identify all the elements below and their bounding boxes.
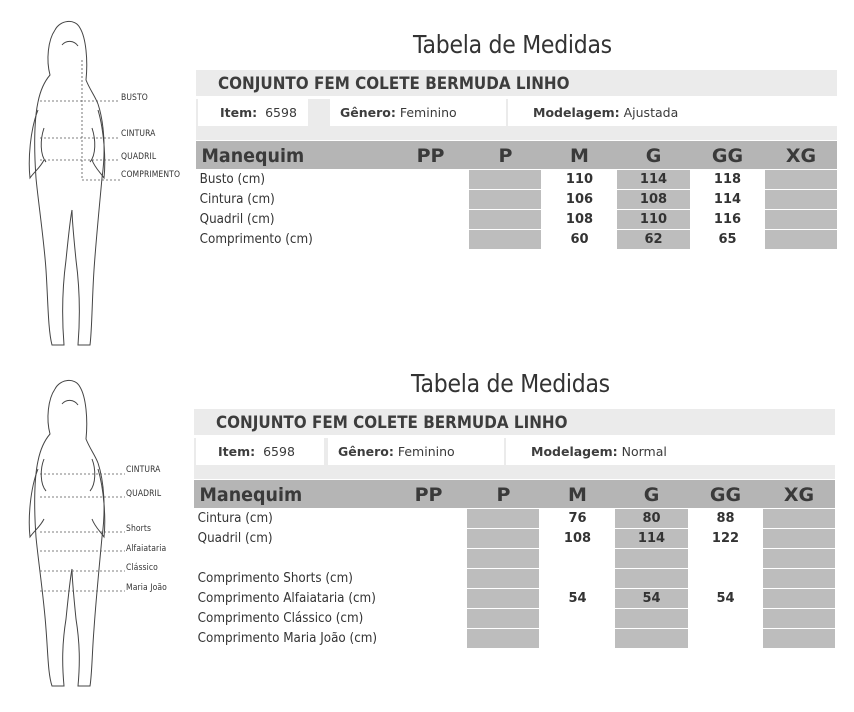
row-label: Cintura (cm) — [196, 190, 376, 209]
header-p: P — [498, 145, 513, 167]
size-value-cell — [394, 170, 467, 189]
size-value-cell — [467, 589, 539, 608]
row-label: Comprimento Alfaiataria (cm) — [194, 589, 374, 608]
size-value-cell: 54 — [541, 589, 614, 608]
size-value-cell — [689, 629, 762, 648]
spacer-row — [196, 126, 837, 140]
product-name: CONJUNTO FEM COLETE BERMUDA LINHO — [218, 74, 570, 93]
row-label: Cintura (cm) — [194, 509, 374, 528]
size-value-cell — [541, 629, 614, 648]
size-value-cell — [615, 549, 688, 568]
woman-silhouette-icon — [0, 359, 200, 699]
size-value-cell: 80 — [615, 509, 688, 528]
genero-label: Gênero: — [338, 444, 394, 459]
table-row — [194, 629, 835, 649]
figure-label-quadril: QUADRIL — [121, 152, 157, 162]
modelagem-label: Modelagem: — [533, 105, 620, 120]
size-value-cell — [392, 609, 465, 628]
size-value-cell — [469, 190, 541, 209]
size-value-cell: 122 — [689, 529, 762, 548]
row-label: Quadril (cm) — [194, 529, 374, 548]
table-row — [194, 609, 835, 629]
table-row — [196, 210, 837, 230]
size-value-cell — [469, 210, 541, 229]
size-value-cell — [615, 569, 688, 588]
product-name-row — [194, 409, 835, 435]
size-value-cell — [467, 609, 539, 628]
figure-label-quadril: QUADRIL — [126, 489, 162, 499]
size-value-cell — [763, 609, 835, 628]
size-value-cell: 108 — [543, 210, 616, 229]
figure-label-maria-joao: Maria João — [126, 583, 167, 593]
size-value-cell — [392, 629, 465, 648]
table-row — [196, 230, 837, 250]
header-xg: XG — [783, 484, 815, 506]
size-value-cell — [763, 549, 835, 568]
genero-label: Gênero: — [340, 105, 396, 120]
table-row — [194, 569, 835, 589]
size-value-cell — [392, 569, 465, 588]
size-value-cell: 88 — [689, 509, 762, 528]
item-cell — [198, 99, 308, 127]
size-value-cell — [394, 210, 467, 229]
size-value-cell — [394, 230, 467, 249]
body-silhouette-figure — [0, 0, 200, 340]
size-value-cell — [763, 569, 835, 588]
size-value-cell — [541, 569, 614, 588]
page-title: Tabela de Medidas — [413, 30, 612, 59]
header-p: P — [496, 484, 511, 506]
size-value-cell — [765, 230, 837, 249]
figure-label-cintura: CINTURA — [121, 129, 156, 139]
page-title: Tabela de Medidas — [411, 369, 610, 398]
product-info-row — [194, 438, 835, 466]
genero-cell — [330, 99, 506, 127]
size-value-cell — [763, 589, 835, 608]
size-value-cell — [467, 569, 539, 588]
size-value-cell — [541, 549, 614, 568]
item-value: 6598 — [263, 444, 295, 459]
size-value-cell — [763, 529, 835, 548]
size-value-cell — [541, 609, 614, 628]
size-value-cell — [467, 509, 539, 528]
size-value-cell: 114 — [615, 529, 688, 548]
table-row — [194, 549, 835, 569]
figure-label-cintura: CINTURA — [126, 465, 161, 475]
table-row — [194, 529, 835, 549]
header-g: G — [645, 145, 662, 167]
modelagem-cell — [508, 99, 837, 127]
spacer-row — [194, 465, 835, 479]
size-value-cell: 114 — [691, 190, 764, 209]
figure-label-alfaiataria: Alfaiataria — [126, 544, 167, 554]
product-info-row — [196, 99, 837, 127]
modelagem-cell — [506, 438, 835, 466]
table-row — [196, 190, 837, 210]
size-value-cell — [394, 190, 467, 209]
size-value-cell — [765, 170, 837, 189]
genero-cell — [328, 438, 504, 466]
body-silhouette-figure — [0, 359, 200, 699]
size-value-cell: 54 — [615, 589, 688, 608]
size-value-cell: 114 — [617, 170, 690, 189]
size-value-cell: 54 — [689, 589, 762, 608]
size-chart-section-1 — [0, 0, 854, 350]
size-chart-section-2 — [0, 359, 854, 712]
size-value-cell — [467, 529, 539, 548]
header-gg: GG — [709, 484, 742, 506]
header-manequim: Manequim — [201, 145, 305, 167]
product-name: CONJUNTO FEM COLETE BERMUDA LINHO — [216, 413, 568, 432]
size-value-cell — [469, 230, 541, 249]
row-label: Comprimento (cm) — [196, 230, 376, 249]
size-value-cell — [469, 170, 541, 189]
header-gg: GG — [711, 145, 744, 167]
figure-label-busto: BUSTO — [121, 93, 148, 103]
item-value: 6598 — [265, 105, 297, 120]
size-value-cell: 62 — [617, 230, 690, 249]
size-value-cell — [689, 549, 762, 568]
size-value-cell — [392, 589, 465, 608]
table-row — [194, 509, 835, 529]
modelagem-label: Modelagem: — [531, 444, 618, 459]
size-value-cell: 110 — [543, 170, 616, 189]
size-value-cell: 108 — [617, 190, 690, 209]
size-value-cell — [467, 549, 539, 568]
genero-value: Feminino — [399, 105, 457, 120]
row-label: Comprimento Maria João (cm) — [194, 629, 374, 648]
genero-value: Feminino — [397, 444, 455, 459]
size-value-cell: 65 — [691, 230, 764, 249]
size-value-cell — [392, 549, 465, 568]
row-label: Comprimento Shorts (cm) — [194, 569, 374, 588]
header-m: M — [570, 145, 589, 167]
table-row — [196, 170, 837, 190]
size-value-cell: 106 — [543, 190, 616, 209]
figure-label-classico: Clássico — [126, 563, 158, 573]
size-value-cell — [392, 529, 465, 548]
size-value-cell: 76 — [541, 509, 614, 528]
table-row — [194, 589, 835, 609]
size-value-cell: 110 — [617, 210, 690, 229]
size-value-cell — [467, 629, 539, 648]
modelagem-value: Normal — [621, 444, 667, 459]
header-pp: PP — [416, 145, 445, 167]
size-value-cell: 116 — [691, 210, 764, 229]
row-label: Busto (cm) — [196, 170, 376, 189]
header-pp: PP — [414, 484, 443, 506]
size-value-cell — [765, 190, 837, 209]
size-header-row — [194, 480, 835, 508]
size-header-row — [196, 141, 837, 169]
header-manequim: Manequim — [199, 484, 303, 506]
size-value-cell: 60 — [543, 230, 616, 249]
size-value-cell — [615, 609, 688, 628]
size-value-cell: 108 — [541, 529, 614, 548]
row-label: Quadril (cm) — [196, 210, 376, 229]
size-value-cell — [763, 509, 835, 528]
modelagem-value: Ajustada — [623, 105, 679, 120]
size-value-cell — [689, 569, 762, 588]
header-xg: XG — [785, 145, 817, 167]
size-value-cell — [392, 509, 465, 528]
item-label: Item: — [218, 444, 256, 459]
header-g: G — [643, 484, 660, 506]
row-label — [194, 549, 374, 568]
item-label: Item: — [220, 105, 258, 120]
size-value-cell — [763, 629, 835, 648]
size-value-cell — [765, 210, 837, 229]
size-value-cell: 118 — [691, 170, 764, 189]
size-value-cell — [615, 629, 688, 648]
figure-label-comprimento: COMPRIMENTO — [121, 170, 181, 180]
size-value-cell — [689, 609, 762, 628]
row-label: Comprimento Clássico (cm) — [194, 609, 374, 628]
figure-label-shorts: Shorts — [126, 524, 152, 534]
product-name-row — [196, 70, 837, 96]
header-m: M — [568, 484, 587, 506]
item-cell — [196, 438, 324, 466]
